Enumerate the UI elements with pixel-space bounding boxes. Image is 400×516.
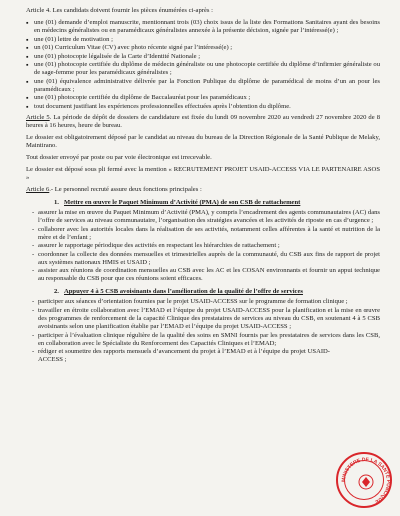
list-item: - coordonner la collecte des données mensuelles et trimestrielles auprès de la communauté, du CSB aux fins de rapport de projet aux systèmes nationaux HMIS et USAID ; — [34, 251, 380, 267]
list-item: ▪ une (01) demande d’emploi manuscrite, mentionnant trois (03) choix issus de la liste des Formations Sanitaires ayant des besoins en médecins généralistes ou en paramédicaux généralistes annexée à la présente décision, signée par l’intéressé(e) ; — [26, 19, 380, 35]
list-item: - rédiger et soumettre des rapports mensuels d’avancement du projet à l’EMAD et à l’équipe du projet USAID-ACCESS ; — [34, 348, 380, 364]
list-item: ▪ un (01) Curriculum Vitae (CV) avec photo récente signé par l’intéressé(e) ; — [26, 44, 380, 52]
svg-text:MINISTERE DE LA SANTE PUBLIQUE — [341, 457, 391, 505]
function-1-list — [34, 209, 380, 283]
list-item: ▪ une (01) photocopie certifiée du diplôme de médecin généraliste ou une photocopie certifiée du diplôme d’infirmier généraliste ou de sage-femme pour les paramédicaux généralistes ; — [26, 61, 380, 77]
paragraph: Tout dossier envoyé par poste ou par voie électronique est irrecevable. — [26, 154, 212, 161]
function-number: 2. — [54, 288, 59, 296]
official-stamp — [336, 452, 392, 508]
article-6-intro: .- Le personnel recruté assure deux fonctions principales : — [49, 186, 202, 194]
article-4-intro: . Les candidats doivent fournir les pièces énumérées ci-après : — [49, 7, 213, 14]
list-item: - collaborer avec les autorités locales dans la réalisation de ses activités, notamment celles afférentes à la santé et nutrition de la mère et de l’enfant ; — [34, 226, 380, 242]
article-4-heading — [26, 7, 380, 15]
list-item: ▪ une (01) lettre de motivation ; — [26, 36, 380, 44]
list-item: ▪ une (01) photocopie certifiée du diplôme de Baccalauréat pour les paramédicaux ; — [26, 94, 380, 102]
list-item: - assister aux réunions de coordination mensuelles au CSB avec les AC et les COSAN environnants et fournir un appui technique au responsable du CSB pour que ces réunions soient efficaces. — [34, 267, 380, 283]
article-5-text: . La période de dépôt de dossiers de candidature est fixée du lundi 09 novembre 2020 au vendredi 27 novembre 2020 de 8 heures à 16 heures, heure de bureau. — [26, 113, 380, 129]
function-1-heading — [54, 199, 380, 207]
function-title: Mettre en œuvre le Paquet Minimum d’Activité (PMA) de son CSB de rattachement — [64, 199, 301, 207]
article-4-number: Article 4 — [26, 7, 50, 14]
list-item: ▪ tout document justifiant les expériences professionnelles effectuées après l’obtention du diplôme. — [26, 103, 380, 111]
list-item: ▪ une (01) équivalence administrative délivrée par la Fonction Publique du diplôme de paramédical de moins d’un an pour les paramédicaux ; — [26, 78, 380, 94]
function-title: Appuyer 4 à 5 CSB avoisinants dans l’amélioration de la qualité de l’offre de services — [64, 288, 303, 296]
function-number: 1. — [54, 199, 59, 207]
list-item: - participer à l’évaluation clinique régulière de la qualité des soins en SMNI fournis par les prestataires de services dans les CSB, en collaboration avec le Spécialiste du Renforcement des Capacités Cliniques et l’EMAD; — [34, 332, 380, 348]
stamp-text: MINISTERE DE LA SANTE PUBLIQUE — [340, 456, 392, 505]
article-4-list — [26, 19, 380, 111]
article-5-number: Article 5 — [26, 113, 50, 121]
function-2-list — [34, 298, 380, 364]
article-5-paragraph — [26, 114, 380, 130]
function-2-heading — [54, 288, 380, 296]
list-item: - assurer la mise en œuvre du Paquet Minimum d’Activité (PMA), y compris l’encadrement des agents communautaires (AC) dans l’offre de services au niveau communautaire, l’organisation des stratégies avancées et les activités de riposte en cas d’urgence ; — [34, 209, 380, 225]
article-6-heading — [26, 186, 380, 194]
article-6-number: Article 6 — [26, 186, 50, 194]
paragraph: Le dossier est déposé sous pli fermé avec la mention « RECRUTEMENT PROJET USAID-ACCESS VIA LE PARTENAIRE ASOS » — [26, 166, 380, 182]
paragraph: Le dossier est obligatoirement déposé par le candidat au niveau du bureau de la Direction Régionale de la Santé Publique de Melaky, Maintirano. — [26, 133, 380, 149]
list-item: - travailler en étroite collaboration avec l’EMAD et l’équipe du projet USAID-ACCESS pour la planification et la mise en œuvre des programmes de renforcement de la capacité Clinique des prestataires de services au niveau du CSB, en soutenant 4 à 5 CSB avoisinants selon une planification établie par l’EMAD et l’équipe du projet USAID-ACCESS ; — [34, 307, 380, 331]
list-item: - participer aux séances d’orientation fournies par le projet USAID-ACCESS sur le programme de formation clinique ; — [34, 298, 380, 306]
stamp-seal-icon — [338, 454, 394, 510]
list-item: ▪ une (01) photocopie légalisée de la Carte d’Identité Nationale ; — [26, 53, 380, 61]
list-item: - assurer le rapportage périodique des activités en respectant les hiérarchies de rattachement ; — [34, 242, 380, 250]
